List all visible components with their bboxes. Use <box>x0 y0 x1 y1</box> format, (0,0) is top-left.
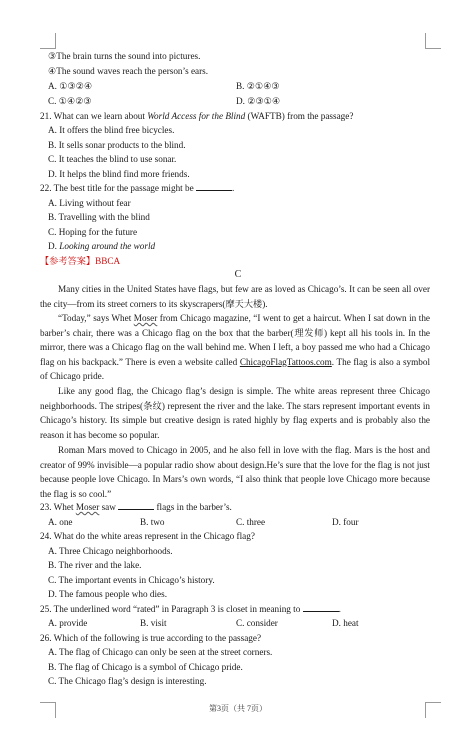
question-text: 25. The underlined word “rated” in Paragraph 3 is closet in meaning to <box>40 604 301 614</box>
answer-choice[interactable]: C. ①④②③ <box>48 96 92 106</box>
answer-choice[interactable]: A. one <box>48 517 73 527</box>
answer-option[interactable]: D. It helps the blind find more friends. <box>48 169 190 179</box>
crop-mark-top-right <box>425 48 441 49</box>
paragraph-3: Like any good flag, the Chicago flag’s design is simple. The white areas represent three Chicago neighborhoods. The stripes(条纹) represent the river and the lake. The stars represent important events in Chicago’s history. Its simple but creative design is rated highly by flag experts and is probably also the reason it has become so popular. <box>40 386 430 440</box>
answer-option[interactable]: D. The famous people who dies. <box>48 589 167 599</box>
answer-option[interactable] <box>48 240 155 252</box>
paragraph-1: Many cities in the United States have flags, but few are as loved as Chicago’s. It can be seen all over the city—from its street corners to its skyscrapers(摩天大楼). <box>40 284 430 309</box>
question-text: 22. The best title for the passage might be <box>40 183 194 193</box>
answer-option[interactable]: C. The Chicago flag’s design is interesting. <box>48 676 207 686</box>
question-text: . <box>338 604 341 614</box>
answer-option[interactable]: B. The river and the lake. <box>48 560 142 570</box>
option-text-italic: Looking around the world <box>59 241 156 251</box>
question-stem: 26. Which of the following is true according to the passage? <box>40 633 262 643</box>
name-wavy-underline: Moser <box>133 313 158 323</box>
answer-choice[interactable]: B. ②①④③ <box>236 81 280 91</box>
paragraph-2 <box>40 311 430 384</box>
question-title-italic: World Access for the Blind <box>147 111 246 121</box>
question-text: . <box>231 183 235 193</box>
blank-line <box>303 603 339 612</box>
answer-option[interactable]: B. The flag of Chicago is a symbol of Chicago pride. <box>48 662 243 672</box>
crop-mark-top-right <box>425 33 426 49</box>
answer-option[interactable]: A. It offers the blind free bicycles. <box>48 125 175 135</box>
answer-option[interactable]: B. Travelling with the blind <box>48 212 150 222</box>
page-number: 第3页（共 7页） <box>209 704 267 713</box>
answer-choice[interactable]: D. ②③①④ <box>236 96 281 106</box>
answer-choice[interactable]: C. three <box>236 517 266 527</box>
crop-mark-top-left <box>55 33 56 49</box>
question-stem <box>40 501 232 513</box>
answer-option[interactable]: C. Hoping for the future <box>48 227 138 237</box>
question-text: flags in the barber’s. <box>154 502 232 512</box>
answer-option[interactable]: A. Three Chicago neighborhoods. <box>48 546 173 556</box>
list-item: ③The brain turns the sound into pictures. <box>48 51 201 61</box>
answer-choice[interactable]: C. consider <box>236 618 278 628</box>
paragraph-text: “Today,” says Whet <box>58 313 134 323</box>
website-link-text: ChicagoFlagTattoos.com <box>239 356 332 367</box>
option-label: D. <box>48 241 60 251</box>
answer-option[interactable]: A. Living without fear <box>48 198 131 208</box>
crop-mark-top-left <box>40 48 56 49</box>
blank-line <box>118 501 154 510</box>
answer-option[interactable]: C. The important events in Chicago’s history. <box>48 575 215 585</box>
answer-choice[interactable]: B. two <box>140 517 165 527</box>
answer-choice[interactable]: B. visit <box>140 618 167 628</box>
answer-option[interactable]: C. It teaches the blind to use sonar. <box>48 154 177 164</box>
paragraph-text: from Chicago magazine, “I went to get a haircut. When I sat down in the barber’s chair, there was a Chicago flag on the box that the barber(理发师) kept all his tools in. In the mirror, there was a Chicago flag on the wall behind me. When I left, a boy passed me who had a Chicago flag on his backpack.” There is even a website called <box>40 313 430 367</box>
question-text: 23. Whet <box>40 502 76 512</box>
answer-choice[interactable]: A. ①③②④ <box>48 81 93 91</box>
list-item: ④The sound waves reach the person’s ears. <box>48 66 209 76</box>
question-text: 21. What can we learn about <box>40 111 148 121</box>
blank-line <box>196 182 235 193</box>
paragraph-text: . The flag is also a symbol of Chicago pride. <box>40 356 431 382</box>
question-stem <box>40 603 341 615</box>
question-stem <box>40 110 353 122</box>
answer-option[interactable]: B. It sells sonar products to the blind. <box>48 140 186 150</box>
answer-key: 【参考答案】BBCA <box>40 256 121 266</box>
answer-choice[interactable]: D. heat <box>332 618 359 628</box>
question-text: saw <box>99 502 116 512</box>
answer-option[interactable]: A. The flag of Chicago can only be seen at the street corners. <box>48 647 273 657</box>
section-title: C <box>234 269 242 280</box>
question-stem <box>40 182 234 194</box>
question-stem: 24. What do the white areas represent in the Chicago flag? <box>40 531 255 541</box>
paragraph-4: Roman Mars moved to Chicago in 2005, and he also fell in love with the flag. Mars is the host and creator of 99% invisible—a popular radio show about design.He’s sure that the love for the flag is not just because people love Chicago. In Mars’s own words, “I also think that people love Chicago more because the flag is so cool.” <box>40 445 430 499</box>
answer-choice[interactable]: A. provide <box>48 618 88 628</box>
name-wavy-underline: Moser <box>75 502 100 512</box>
question-text: (WAFTB) from the passage? <box>245 111 354 121</box>
answer-choice[interactable]: D. four <box>332 517 359 527</box>
